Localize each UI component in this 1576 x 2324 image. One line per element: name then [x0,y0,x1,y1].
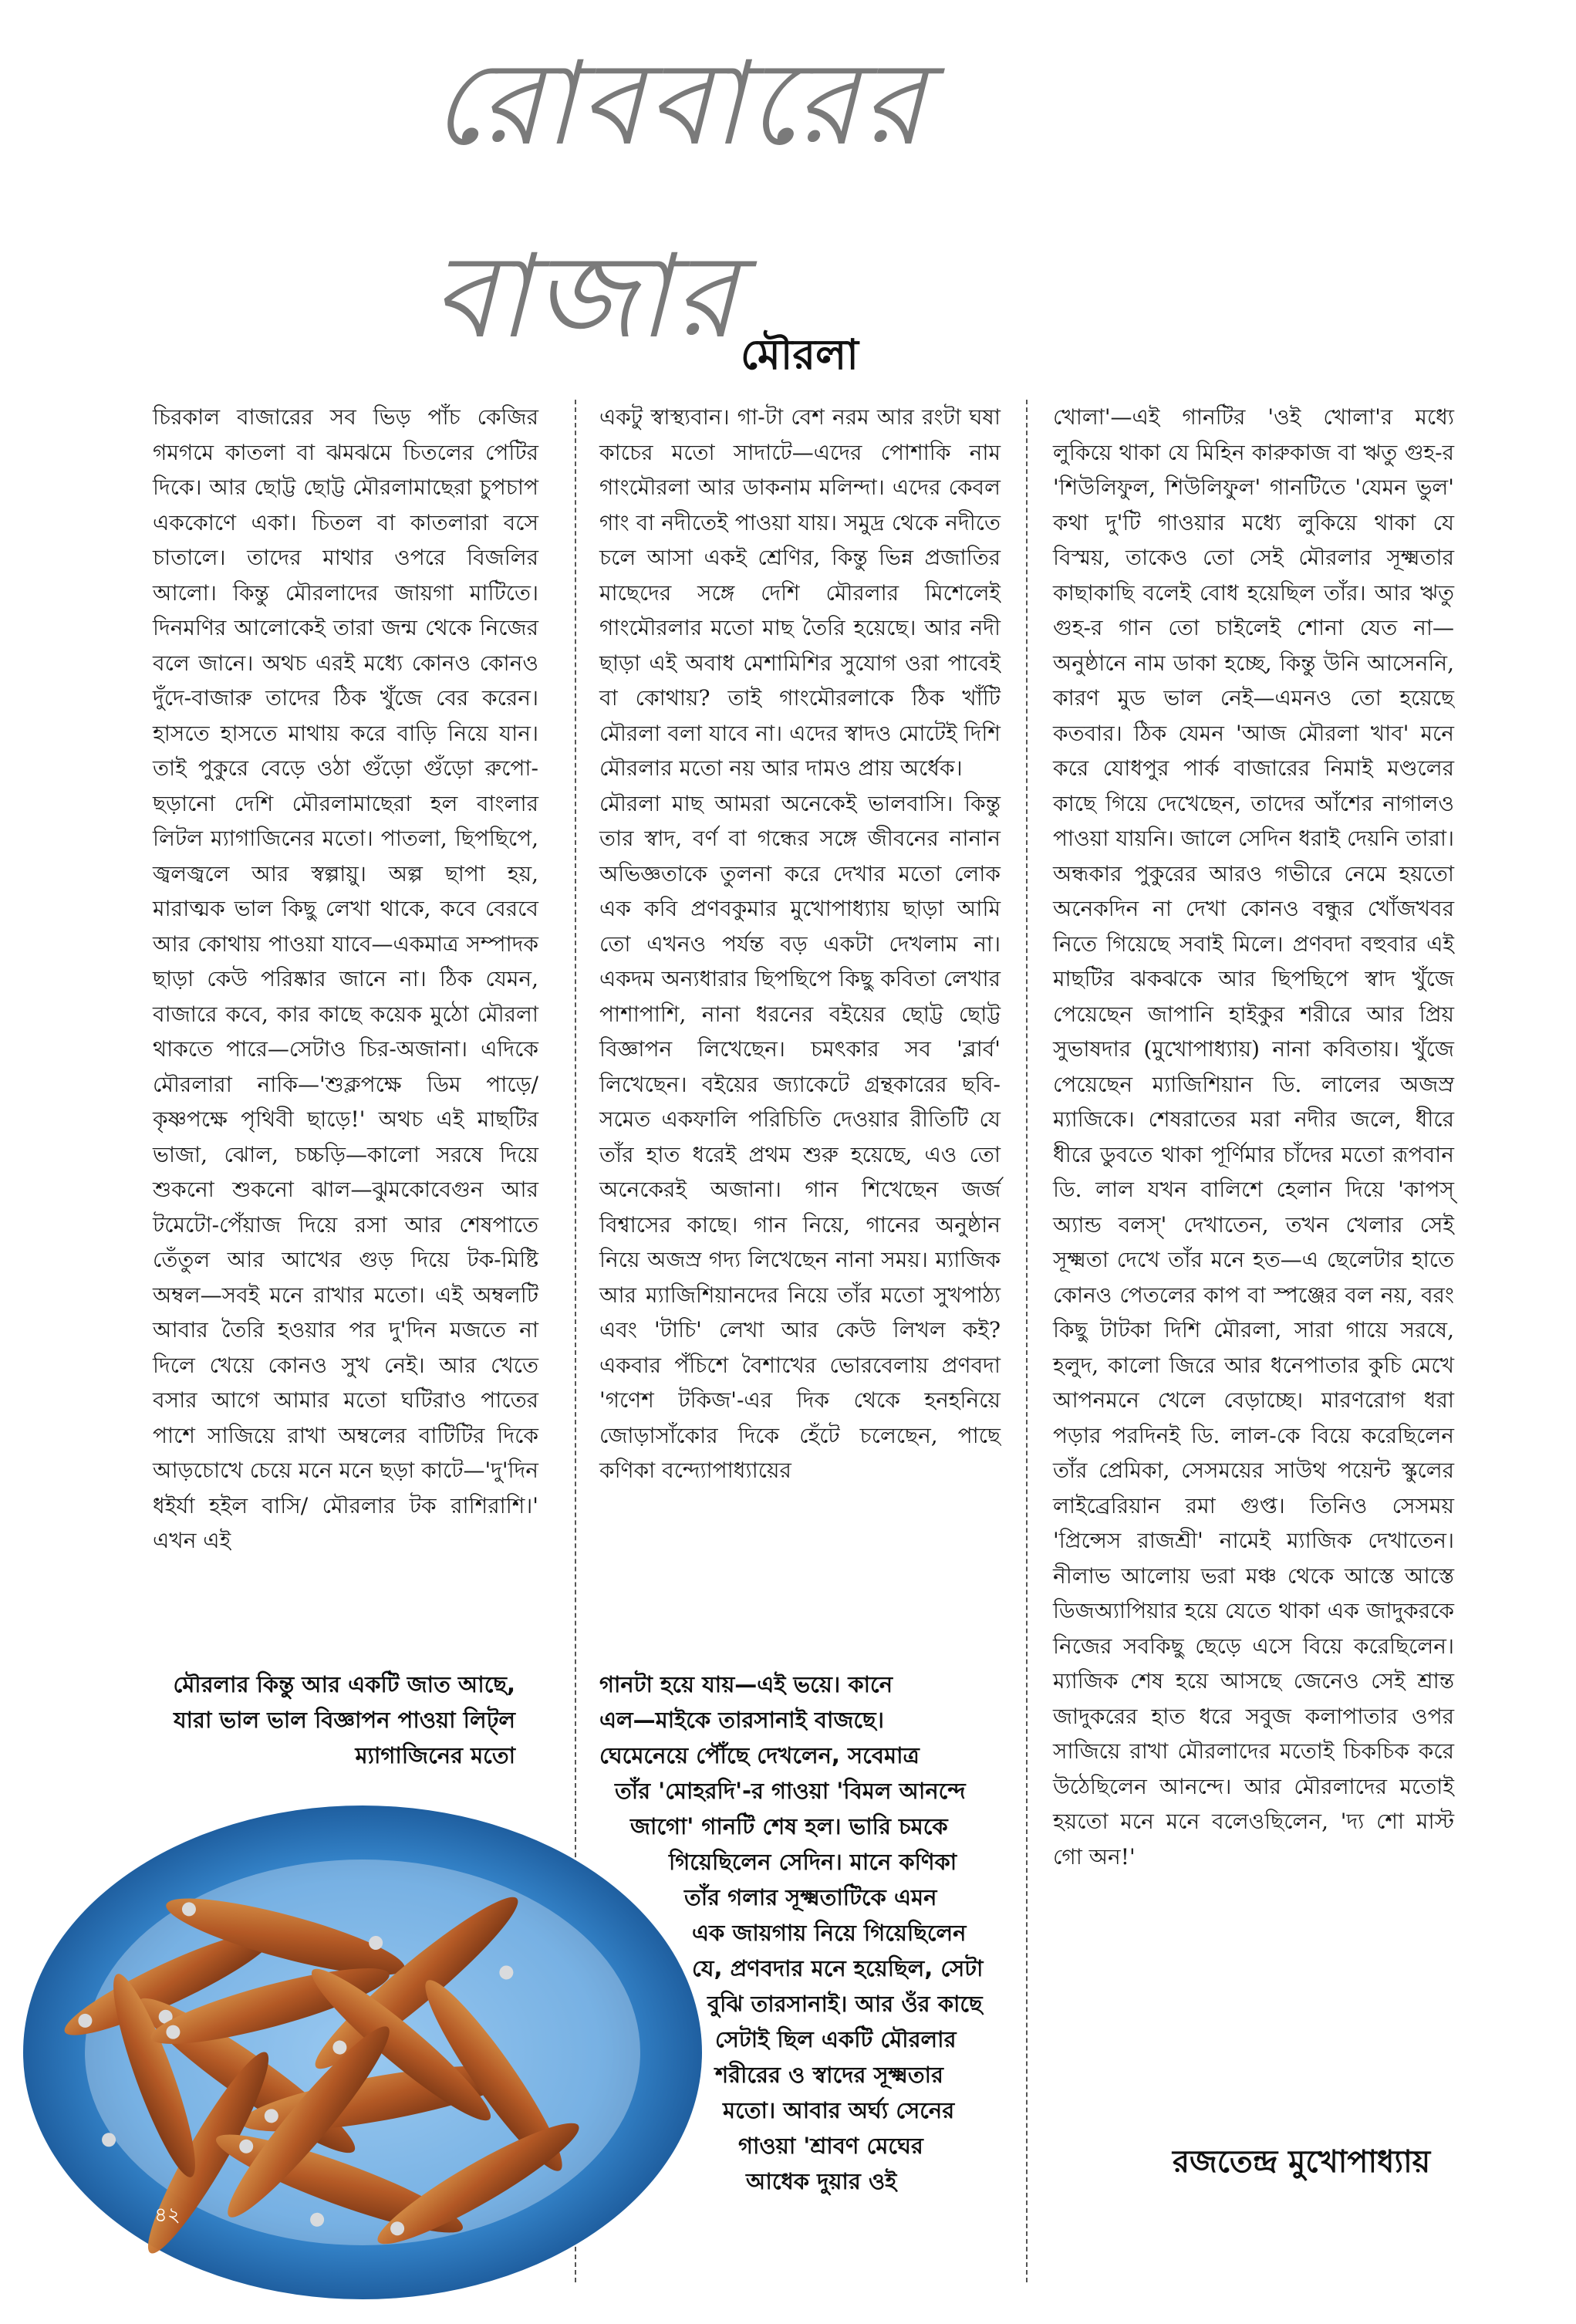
column-3-text: খোলা'—এই গানটির 'ওই খোলা'র মধ্যে লুকিয়ে থাকা যে মিহিন কারুকাজ বা ঋতু গুহ-র 'শিউলিফুল, শিউলিফুল' গানটিতে 'যেমন ভুল' কথা দু'টি গাওয়ার মধ্যে লুকিয়ে থাকা যে বিস্ময়, তাকেও তো সেই মৌরলার সূক্ষ্মতার কাছাকাছি বলেই বোধ হয়েছিল তাঁর। আর ঋতু গুহ-র গান তো চাইলেই শোনা যেত না—অনুষ্ঠানে নাম ডাকা হচ্ছে, কিন্তু উনি আসেননি, কারণ মুড ভাল নেই—এমনও তো হয়েছে কতবার। ঠিক যেমন 'আজ মৌরলা খাব' মনে করে যোধপুর পার্ক বাজারের নিমাই মণ্ডলের কাছে গিয়ে দেখেছেন, তাদের আঁশের নাগালও পাওয়া যায়নি। জালে সেদিন ধরাই দেয়নি তারা। অন্ধকার পুকুরের আরও গভীরে নেমে হয়তো অনেকদিন না দেখা কোনও বন্ধুর খোঁজখবর নিতে গিয়েছে সবাই মিলে। প্রণবদা বহুবার এই মাছটির ঝকঝকে আর ছিপছিপে স্বাদ খুঁজে পেয়েছেন জাপানি হাইকুর শরীরে আর প্রিয় সুভাষদার (মুখোপাধ্যায়) নানা কবিতায়। খুঁজে পেয়েছেন ম্যাজিশিয়ান ডি. লালের অজস্র ম্যাজিকে। শেষরাতের মরা নদীর জলে, ধীরে ধীরে ডুবতে থাকা পূর্ণিমার চাঁদের মতো রূপবান ডি. লাল যখন বালিশে হেলান দিয়ে 'কাপস্ অ্যান্ড বলস্' দেখাতেন, তখন খেলার সেই সূক্ষ্মতা দেখে তাঁর মনে হত—এ ছেলেটার হাতে কোনও পেতলের কাপ বা স্পঞ্জের বল নয়, বরং কিছু টাটকা দিশি মৌরলা, সারা গায়ে সরষে, হলুদ, কালো জিরে আর ধনেপাতার কুচি মেখে আপনমনে খেলে বেড়াচ্ছে। মারণরোগ ধরা পড়ার পরদিনই ডি. লাল-কে বিয়ে করেছিলেন তাঁর প্রেমিকা, সেসময়ের সাউথ পয়েন্ট স্কুলের লাইব্রেরিয়ান রমা গুপ্ত। তিনিও সেসময় 'প্রিন্সেস রাজশ্রী' নামেই ম্যাজিক দেখাতেন। নীলাভ আলোয় ভরা মঞ্চ থেকে আস্তে আস্তে ডিজঅ্যাপিয়ার হয়ে যেতে থাকা এক জাদুকরকে নিজের সবকিছু ছেড়ে এসে বিয়ে করেছিলেন। ম্যাজিক শেষ হয়ে আসছে জেনেও সেই শ্রান্ত জাদুকরের হাত ধরে সবুজ কলাপাতার ওপর সাজিয়ে রাখা মৌরলাদের মতোই চিকচিক করে উঠেছিলেন আনন্দে। আর মৌরলাদের মতোই হয়তো মনে মনে বলেওছিলেন, 'দ্য শো মাস্ট গো অন!' [1053,404,1454,1870]
wrapped-line: বুঝি তারসানাই। আর ওঁর কাছে [707,1991,983,2017]
wrapped-line: এক জায়গায় নিয়ে গিয়েছিলেন [692,1920,967,1946]
wrapped-line: সেটাই ছিল একটি মৌরলার [715,2026,957,2052]
wrapped-line: আধেক দুয়ার ওই [746,2168,897,2194]
wrapped-line: গিয়েছিলেন সেদিন। মানে কণিকা [669,1849,957,1875]
page-number: ৪২ [154,2204,181,2227]
wrapped-line: গানটা হয়ে যায়—এই ভয়ে। কানে [599,1671,893,1697]
column-2-text: একটু স্বাস্থ্যবান। গা-টা বেশ নরম আর রংটা ঘষা কাচের মতো সাদাটে—এদের পোশাকি নাম গাংমৌরলা আর ডাকনাম মলিন্দা। এদের কেবল গাং বা নদীতেই পাওয়া যায়। সমুদ্র থেকে নদীতে চলে আসা একই শ্রেণির, কিন্তু ভিন্ন প্রজাতির মাছেদের সঙ্গে দেশি মৌরলার মিশেলেই গাংমৌরলার মতো মাছ তৈরি হয়েছে। আর নদী ছাড়া এই অবাধ মেশামিশির সুযোগ ওরা পাবেই বা কোথায়? তাই গাংমৌরলাকে ঠিক খাঁটি মৌরলা বলা যাবে না। এদের স্বাদও মোটেই দিশি মৌরলার মতো নয় আর দামও প্রায় অর্ধেক। মৌরলা মাছ আমরা অনেকেই ভালবাসি। কিন্তু তার স্বাদ, বর্ণ বা গন্ধের সঙ্গে জীবনের নানান অভিজ্ঞতাকে তুলনা করে দেখার মতো লোক এক কবি প্রণবকুমার মুখোপাধ্যায় ছাড়া আমি তো এখনও পর্যন্ত বড় একটা দেখলাম না। একদম অন্যধারার ছিপছিপে কিছু কবিতা লেখার পাশাপাশি, নানা ধরনের বইয়ের ছোট্ট ছোট্ট বিজ্ঞাপন লিখেছেন। চমৎকার সব 'ব্লার্ব' লিখেছেন। বইয়ের জ্যাকেটে গ্রন্থকারের ছবি-সমেত একফালি পরিচিতি দেওয়ার রীতিটি যে তাঁর হাত ধরেই প্রথম শুরু হয়েছে, এও তো অনেকেরই অজানা। গান শিখেছেন জর্জ বিশ্বাসের কাছে। গান নিয়ে, গানের অনুষ্ঠান নিয়ে অজস্র গদ্য লিখেছেন নানা সময়। ম্যাজিক আর ম্যাজিশিয়ানদের নিয়ে তাঁর মতো সুখপাঠ্য এবং 'টাচি' লেখা আর কেউ লিখল কই? একবার পঁচিশে বৈশাখের ভোরবেলায় প্রণবদা 'গণেশ টকিজ'-এর দিক থেকে হনহনিয়ে জোড়াসাঁকোর দিকে হেঁটে চলেছেন, পাছে কণিকা বন্দ্যোপাধ্যায়ের [599,404,1001,1483]
wrapped-line: যে, প্রণবদার মনে হয়েছিল, সেটা [692,1955,984,1981]
wrapped-line: এল—মাইকে তারসানাই বাজছে। [599,1707,884,1733]
column-1-text: চিরকাল বাজারের সব ভিড় পাঁচ কেজির গমগমে কাতলা বা ঝমঝমে চিতলের পেটির দিকে। আর ছোট্ট ছোট্ট মৌরলামাছেরা চুপচাপ এককোণে একা। চিতল বা কাতলারা বসে চাতালে। তাদের মাথার ওপরে বিজলির আলো। কিন্তু মৌরলাদের জায়গা মাটিতে। দিনমণির আলোকেই তারা জন্ম থেকে নিজের বলে জানে। অথচ এরই মধ্যে কোনও কোনও দুঁদে-বাজারু তাদের ঠিক খুঁজে বের করেন। হাসতে হাসতে মাথায় করে বাড়ি নিয়ে যান। তাই পুকুরে বেড়ে ওঠা গুঁড়ো গুঁড়ো রুপো-ছড়ানো দেশি মৌরলামাছেরা হল বাংলার লিটল ম্যাগাজিনের মতো। পাতলা, ছিপছিপে, জ্বলজ্বলে আর স্বল্পায়ু। অল্প ছাপা হয়, মারাত্মক ভাল কিছু লেখা থাকে, কবে বেরবে আর কোথায় পাওয়া যাবে—একমাত্র সম্পাদক ছাড়া কেউ পরিষ্কার জানে না। ঠিক যেমন, বাজারে কবে, কার কাছে কয়েক মুঠো মৌরলা থাকতে পারে—সেটাও চির-অজানা। এদিকে মৌরলারা নাকি—'শুক্লপক্ষে ডিম পাড়ে/কৃষ্ণপক্ষে পৃথিবী ছাড়ে!' অথচ এই মাছটির ভাজা, ঝোল, চচ্চড়ি—কালো সরষে দিয়ে শুকনো শুকনো ঝাল—ঝুমকোবেগুন আর টমেটো-পেঁয়াজ দিয়ে রসা আর শেষপাতে তেঁতুল আর আখের গুড় দিয়ে টক-মিষ্টি অম্বল—সবই মনে রাখার মতো। এই অম্বলটি আবার তৈরি হওয়ার পর দু'দিন মজতে না দিলে খেয়ে কোনও সুখ নেই। আর খেতে বসার আগে আমার মতো ঘটিরাও পাতের পাশে সাজিয়ে রাখা অম্বলের বাটিটির দিকে আড়চোখে চেয়ে মনে মনে ছড়া কাটে—'দু'দিন ধইর্যা হইল বাসি/ মৌরলার টক রাশিরাশি।' এখন এই [153,404,538,1553]
article-headline: মৌরলা [741,329,859,379]
column-1 [153,400,538,1559]
wrapped-line: গাওয়া 'শ্রাবণ মেঘের [738,2133,923,2159]
column-3 [1053,400,1454,1874]
wrapped-line: তাঁর 'মোহরদি'-র গাওয়া 'বিমল আনন্দে [615,1778,966,1804]
masthead-text: রোববারের বাজার [432,37,928,364]
column-divider-2 [1026,400,1028,2282]
pull-quote: মৌরলার কিন্তু আর একটি জাত আছে, যারা ভাল ভাল বিজ্ঞাপন পাওয়া লিট্ল ম্যাগাজিনের মতো [173,1671,515,1768]
fried-fish-photo [15,1751,710,2307]
wrapped-line: জাগো' গানটি শেষ হল। ভারি চমকে [630,1813,948,1839]
wrapped-line: মতো। আবার অর্ঘ্য সেনের [723,2097,955,2123]
author-byline: রজতেন্দ্র মুখোপাধ্যায় [1173,2143,1431,2180]
column-2 [599,400,1001,1488]
wrapped-line: শরীরের ও স্বাদের সূক্ষ্মতার [715,2062,943,2088]
wrapped-line: ঘেমেনেয়ে পৌঁছে দেখলেন, সবেমাত্র [599,1742,920,1768]
wrapped-line: তাঁর গলার সূক্ষ্মতাটিকে এমন [684,1884,937,1910]
